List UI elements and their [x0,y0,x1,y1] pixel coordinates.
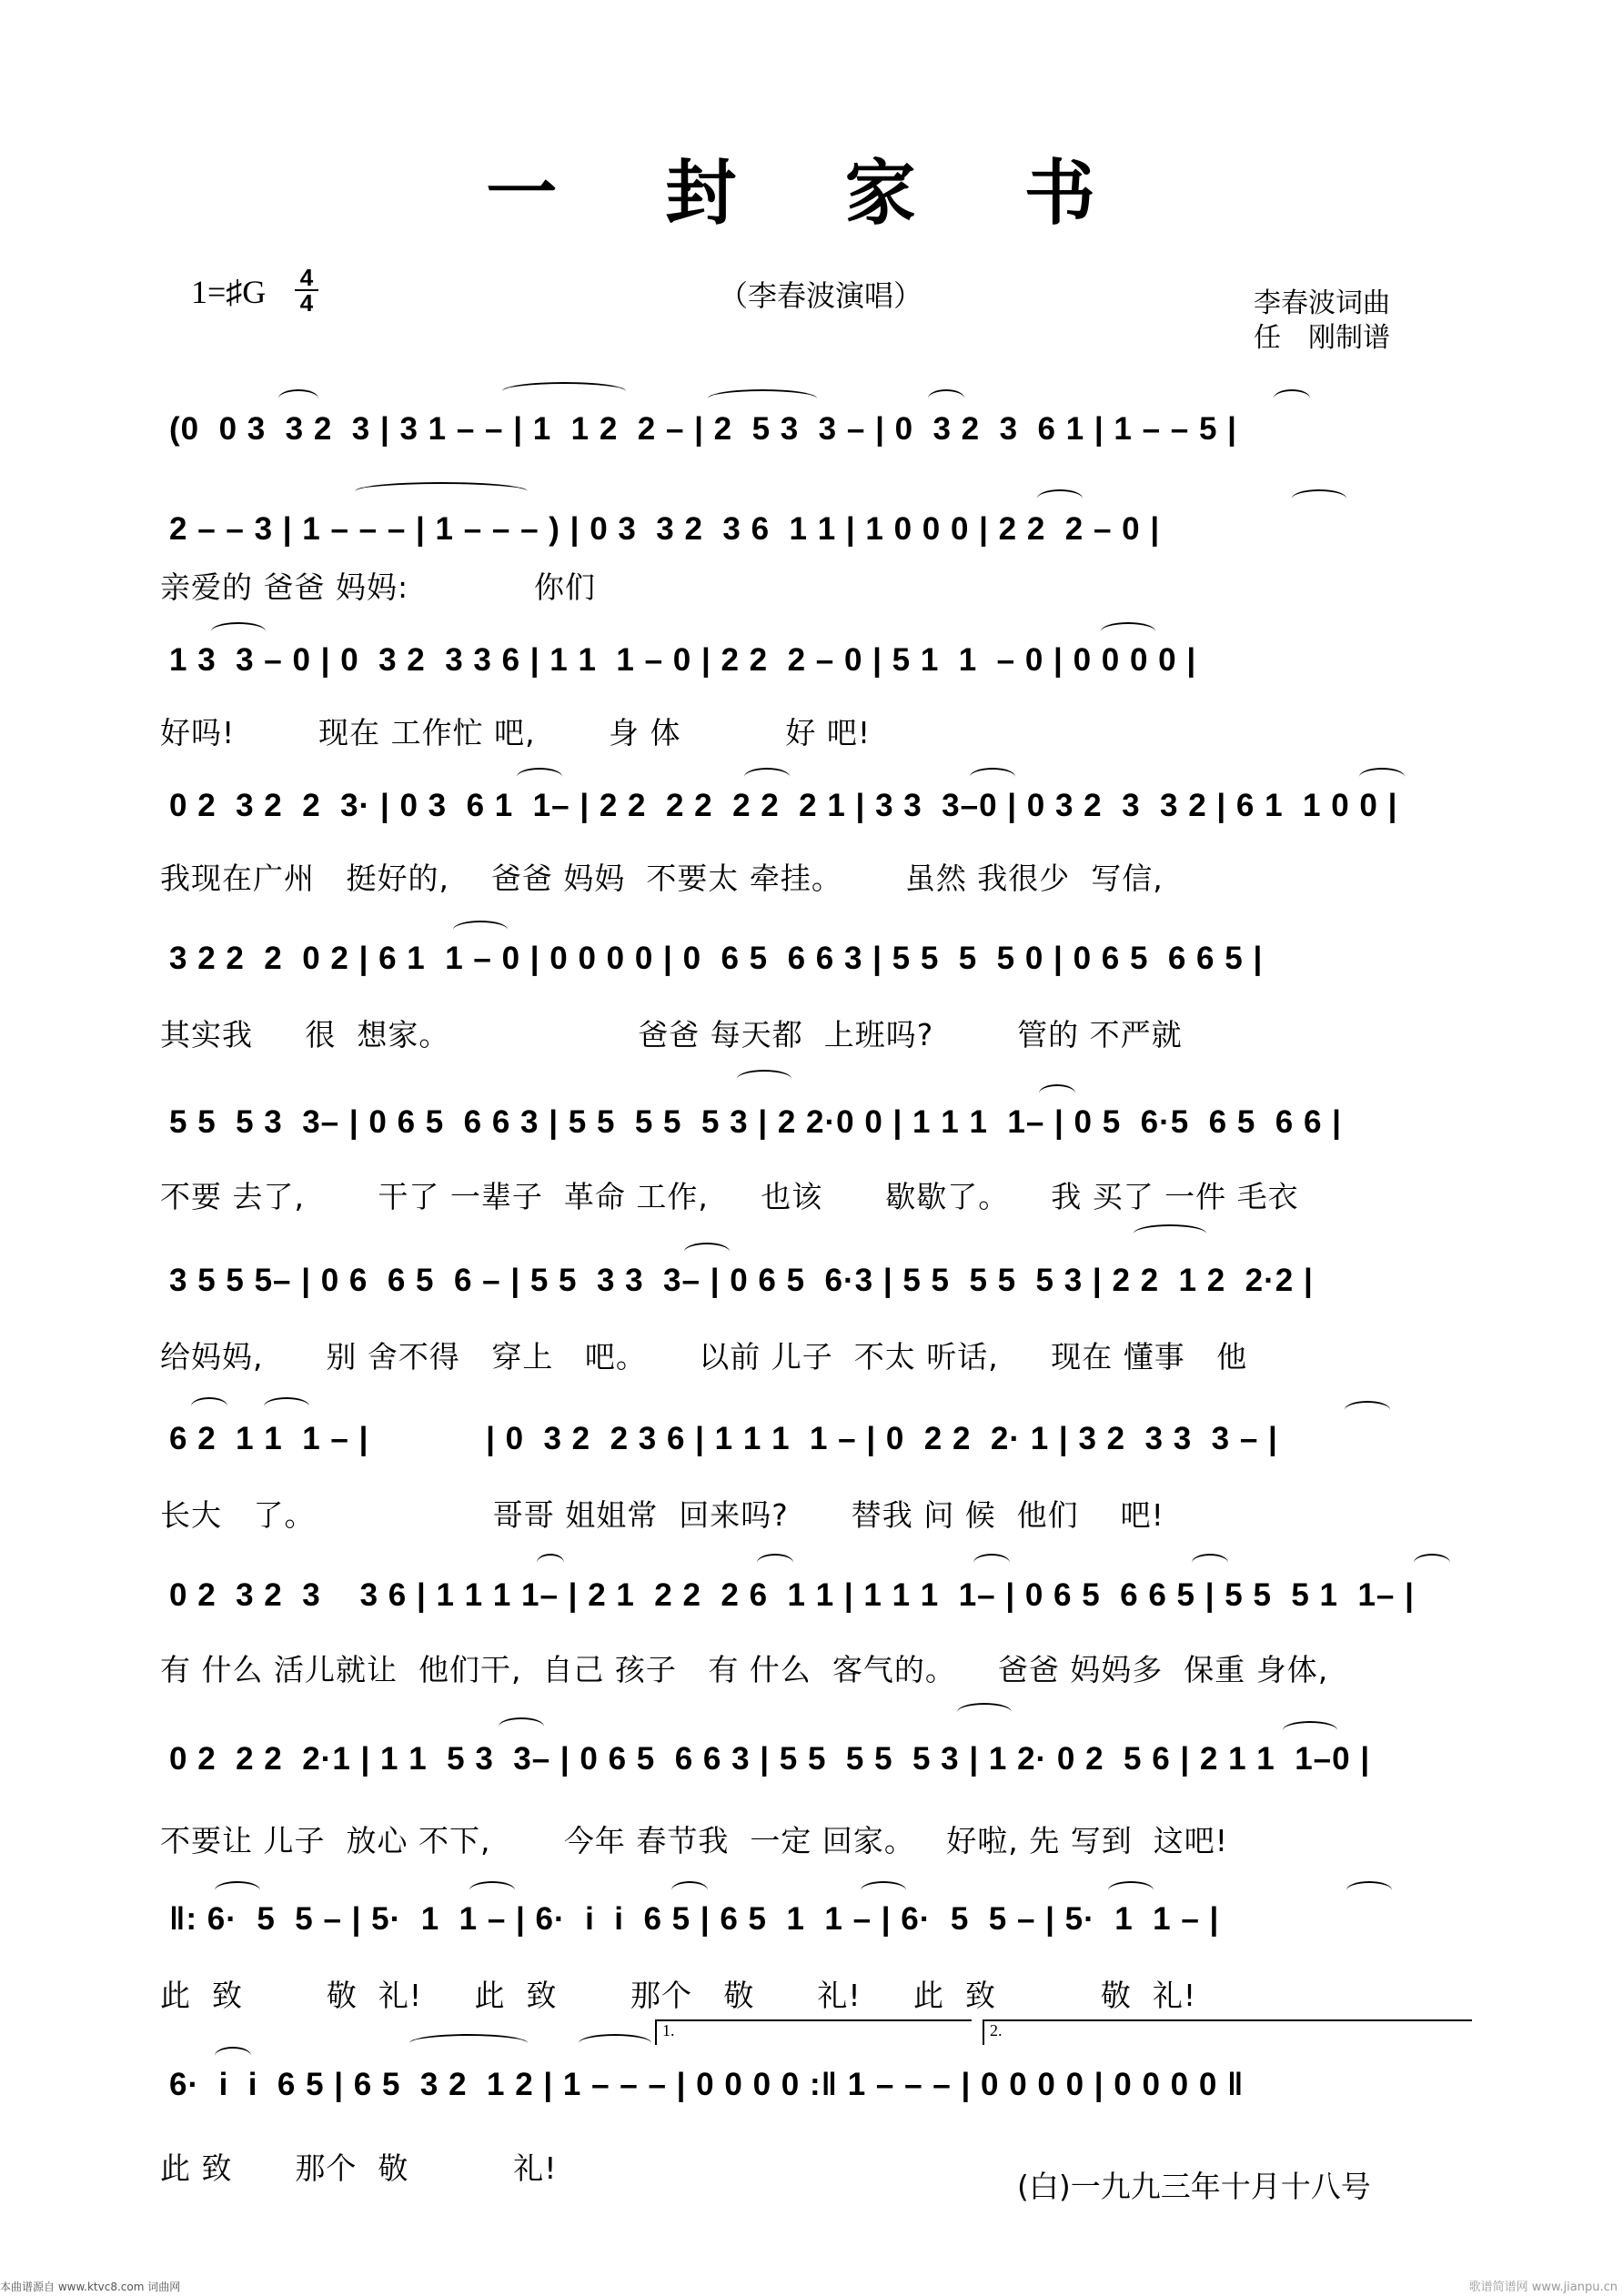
slur [1108,1881,1154,1899]
slur [1359,768,1405,786]
slur [1345,1401,1390,1419]
lyric-line-4: 我现在广州 挺好的, 爸爸 妈妈 不要太 牵挂。 虽然 我很少 写信, [160,861,1164,896]
lyric-line-12: 此 致 那个 敬 礼! [160,2150,558,2186]
lyric-line-6: 不要 去了, 干了 一辈子 革命 工作, 也该 歇歇了。 我 买了 一件 毛衣 [160,1179,1299,1214]
slur [1414,1554,1450,1572]
slur [537,1554,564,1572]
notation-line-1: (0 0 3 3 2 3 | 3 1 – – | 1 1 2 2 – | 2 5 3 3 – | 0 3 2 3 6 1 | 1 – – 5 | [169,411,1237,447]
slur [517,768,562,786]
slur [928,389,964,408]
source-footer: 本曲谱源自 www.ktvc8.com 词曲网 [0,2281,181,2293]
notation-line-4: 0 2 3 2 2 3· | 0 3 6 1 1– | 2 2 2 2 2 2 2 1 | 3 3 3–0 | 0 3 2 3 3 2 | 6 1 1 0 0 | [169,788,1398,823]
notation-line-3: 1 3 3 – 0 | 0 3 2 3 3 6 | 1 1 1 – 0 | 2 2 2 – 0 | 5 1 1 – 0 | 0 0 0 0 | [169,642,1197,678]
slur [1039,1084,1075,1103]
slur [1134,1224,1206,1243]
slur [957,1703,1012,1721]
slur [1346,1881,1392,1899]
slur [973,1554,1010,1572]
lyric-line-3: 好吗! 现在 工作忙 吧, 身 体 好 吧! [160,715,872,750]
lyric-line-10: 不要让 儿子 放心 不下, 今年 春节我 一定 回家。 好啦, 先 写到 这吧! [160,1823,1228,1858]
spoken-date-note: (白)一九九三年十月十八号 [1017,2169,1371,2204]
slur [684,1243,730,1261]
slur [502,382,626,400]
slur [757,1554,793,1572]
notation-line-8: 6 2 1 1 1 – | | 0 3 2 2 3 6 | 1 1 1 1 – | 0 2 2 2· 1 | 3 2 3 3 3 – | [169,1421,1278,1456]
slur [1292,489,1346,508]
slur [191,1397,227,1415]
slur [1283,1721,1337,1739]
first-ending-label: 1. [662,2021,675,2039]
slur [1274,389,1310,408]
second-ending-bracket [983,2019,1472,2045]
notation-line-7: 3 5 5 5– | 0 6 6 5 6 – | 5 5 3 3 3– | 0 6 5 6·3 | 5 5 5 5 5 3 | 2 2 1 2 2·2 | [169,1263,1314,1298]
notation-line-11: ‖: 6· 5 5 – | 5· 1 1 – | 6· i i 6 5 | 6 5 1 1 – | 6· 5 5 – | 5· 1 1 – | [169,1901,1220,1937]
slur [469,1881,515,1899]
time-sig-bottom: 4 [299,289,314,317]
slur [278,389,318,408]
key-text: 1=♯G [191,274,267,310]
song-title: 一 封 家 书 [486,152,1137,235]
time-signature [293,266,320,315]
notation-line-6: 5 5 5 3 3– | 0 6 5 6 6 3 | 5 5 5 5 5 3 | 2 2·0 0 | 1 1 1 1– | 0 5 6·5 6 5 6 6 | [169,1104,1342,1140]
watermark-footer: 歌谱简谱网 www.jianpu.cn [1468,2281,1618,2294]
lyric-line-5: 其实我 很 想家。 爸爸 每天都 上班吗? 管的 不严就 [160,1017,1183,1052]
notation-line-10: 0 2 2 2 2·1 | 1 1 5 3 3– | 0 6 5 6 6 3 | 5 5 5 5 5 3 | 1 2· 0 2 5 6 | 2 1 1 1–0 | [169,1741,1371,1777]
notation-line-2: 2 – – 3 | 1 – – – | 1 – – – ) | 0 3 3 2 3 6 1 1 | 1 0 0 0 | 2 2 2 – 0 | [169,511,1161,547]
second-ending-label: 2. [990,2021,1003,2039]
singer-credit: （李春波演唱） [719,278,923,313]
lyric-line-2: 亲爱的 爸爸 妈妈: 你们 [160,569,596,605]
slur [355,482,528,500]
time-sig-top: 4 [299,264,314,291]
key-signature [191,273,266,311]
slur [579,2034,651,2052]
slur [215,1881,260,1899]
slur [1101,622,1155,640]
lyric-line-8: 长大 了。 哥哥 姐姐常 回来吗? 替我 问 候 他们 吧! [160,1497,1164,1533]
notation-line-9: 0 2 3 2 3 3 6 | 1 1 1 1– | 2 1 2 2 2 6 1 1 | 1 1 1 1– | 0 6 5 6 6 5 | 5 5 5 1 1– | [169,1577,1415,1613]
slur [499,1717,544,1736]
slur [1192,1554,1228,1572]
slur [215,2047,251,2065]
slur [211,622,266,640]
lyric-line-9: 有 什么 活儿就让 他们干, 自己 孩子 有 什么 客气的。 爸爸 妈妈多 保重 身体, [160,1652,1329,1687]
slur [737,1070,791,1088]
slur [970,768,1015,786]
composer-credit: 李春波词曲 [1254,287,1390,319]
lyric-line-7: 给妈妈, 别 舍不得 穿上 吧。 以前 儿子 不太 听话, 现在 懂事 他 [160,1339,1248,1375]
slur [671,1881,708,1899]
slur [453,921,508,939]
slur [744,768,790,786]
slur [264,1397,309,1415]
slur [708,389,817,408]
slur [1037,489,1083,508]
first-ending-bracket [655,2019,972,2045]
notation-line-5: 3 2 2 2 0 2 | 6 1 1 – 0 | 0 0 0 0 | 0 6 5 6 6 3 | 5 5 5 5 0 | 0 6 5 6 6 5 | [169,941,1264,976]
notation-line-12: 6· i i 6 5 | 6 5 3 2 1 2 | 1 – – – | 0 0 0 0 :‖ 1 – – – | 0 0 0 0 | 0 0 0 0 ‖ [169,2067,1245,2102]
slur [861,1881,906,1899]
lyric-line-11: 此 致 敬 礼! 此 致 那个 敬 礼! 此 致 敬 礼! [160,1978,1197,2013]
arranger-credit: 任 刚制谱 [1254,322,1390,354]
slur [409,2034,528,2052]
